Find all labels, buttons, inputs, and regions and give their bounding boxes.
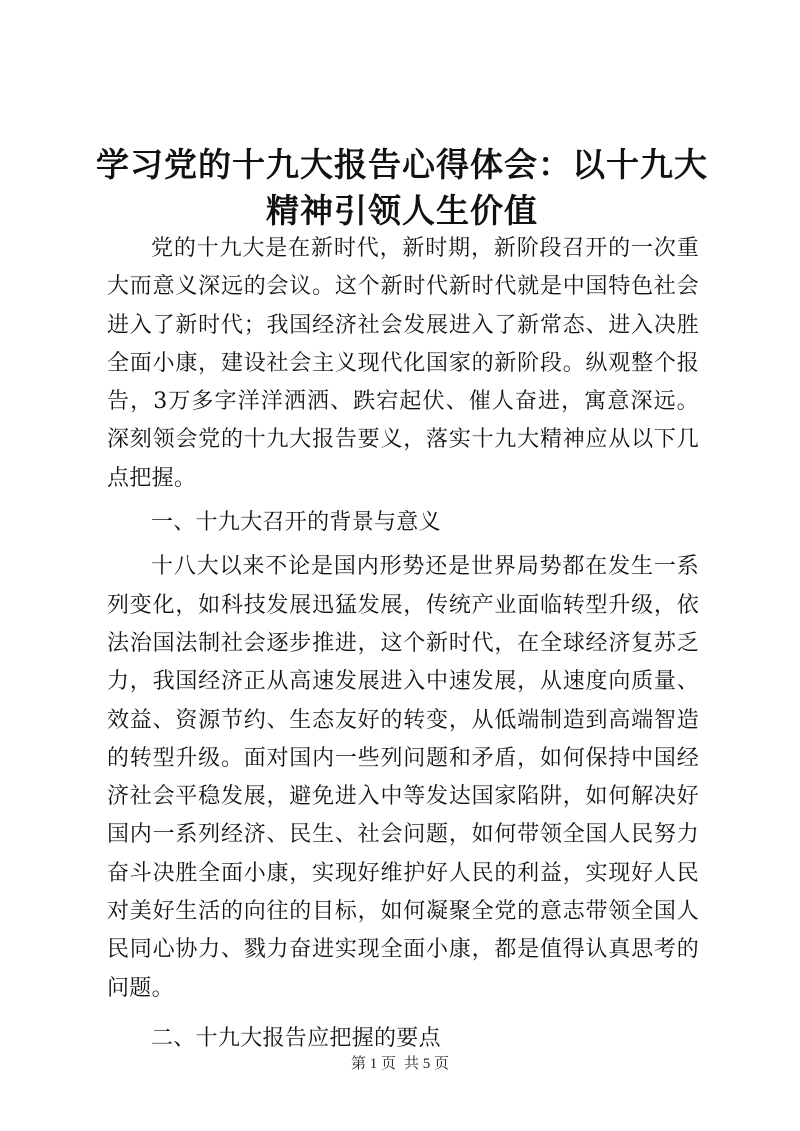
page-number: 第 1 页 [350, 1056, 396, 1072]
section-1-paragraph: 十八大以来不论是国内形势还是世界局势都在发生一系列变化，如科技发展迅猛发展，传统产业面临转型升级，依法治国法制社会逐步推进，这个新时代，在全球经济复苏乏力，我国经济正从高速发展进入中速发展，从速度向质量、效益、资源节约、生态友好的转变，从低端制造到高端智造的转型升级。面对国内一些列问题和矛盾，如何保持中国经济社会平稳发展，避免进入中等发达国家陷阱，如何解决好国内一系列经济、民生、社会问题，如何带领全国人民努力奋斗决胜全面小康，实现好维护好人民的利益，实现好人民对美好生活的向往的目标，如何凝聚全党的意志带领全国人民同心协力、戮力奋进实现全面小康，都是值得认真思考的问题。 [107, 554, 699, 1001]
page-total: 共 5 页 [404, 1056, 450, 1072]
document-body [107, 230, 699, 1058]
intro-paragraph: 党的十九大是在新时代，新时期，新阶段召开的一次重大而意义深远的会议。这个新时代新时代就是中国特色社会进入了新时代；我国经济社会发展进入了新常态、进入决胜全面小康，建设社会主义现代化国家的新阶段。纵观整个报告，3万多字洋洋洒洒、跌宕起伏、催人奋进，寓意深远。深刻领会党的十九大报告要义，落实十九大精神应从以下几点把握。 [107, 236, 699, 491]
section-heading-2: 二、十九大报告应把握的要点 [151, 1025, 441, 1051]
section-heading-1: 一、十九大召开的背景与意义 [151, 510, 441, 536]
page-footer [0, 1052, 800, 1073]
document-title: 学习党的十九大报告心得体会：以十九大精神引领人生价值 [96, 145, 708, 230]
